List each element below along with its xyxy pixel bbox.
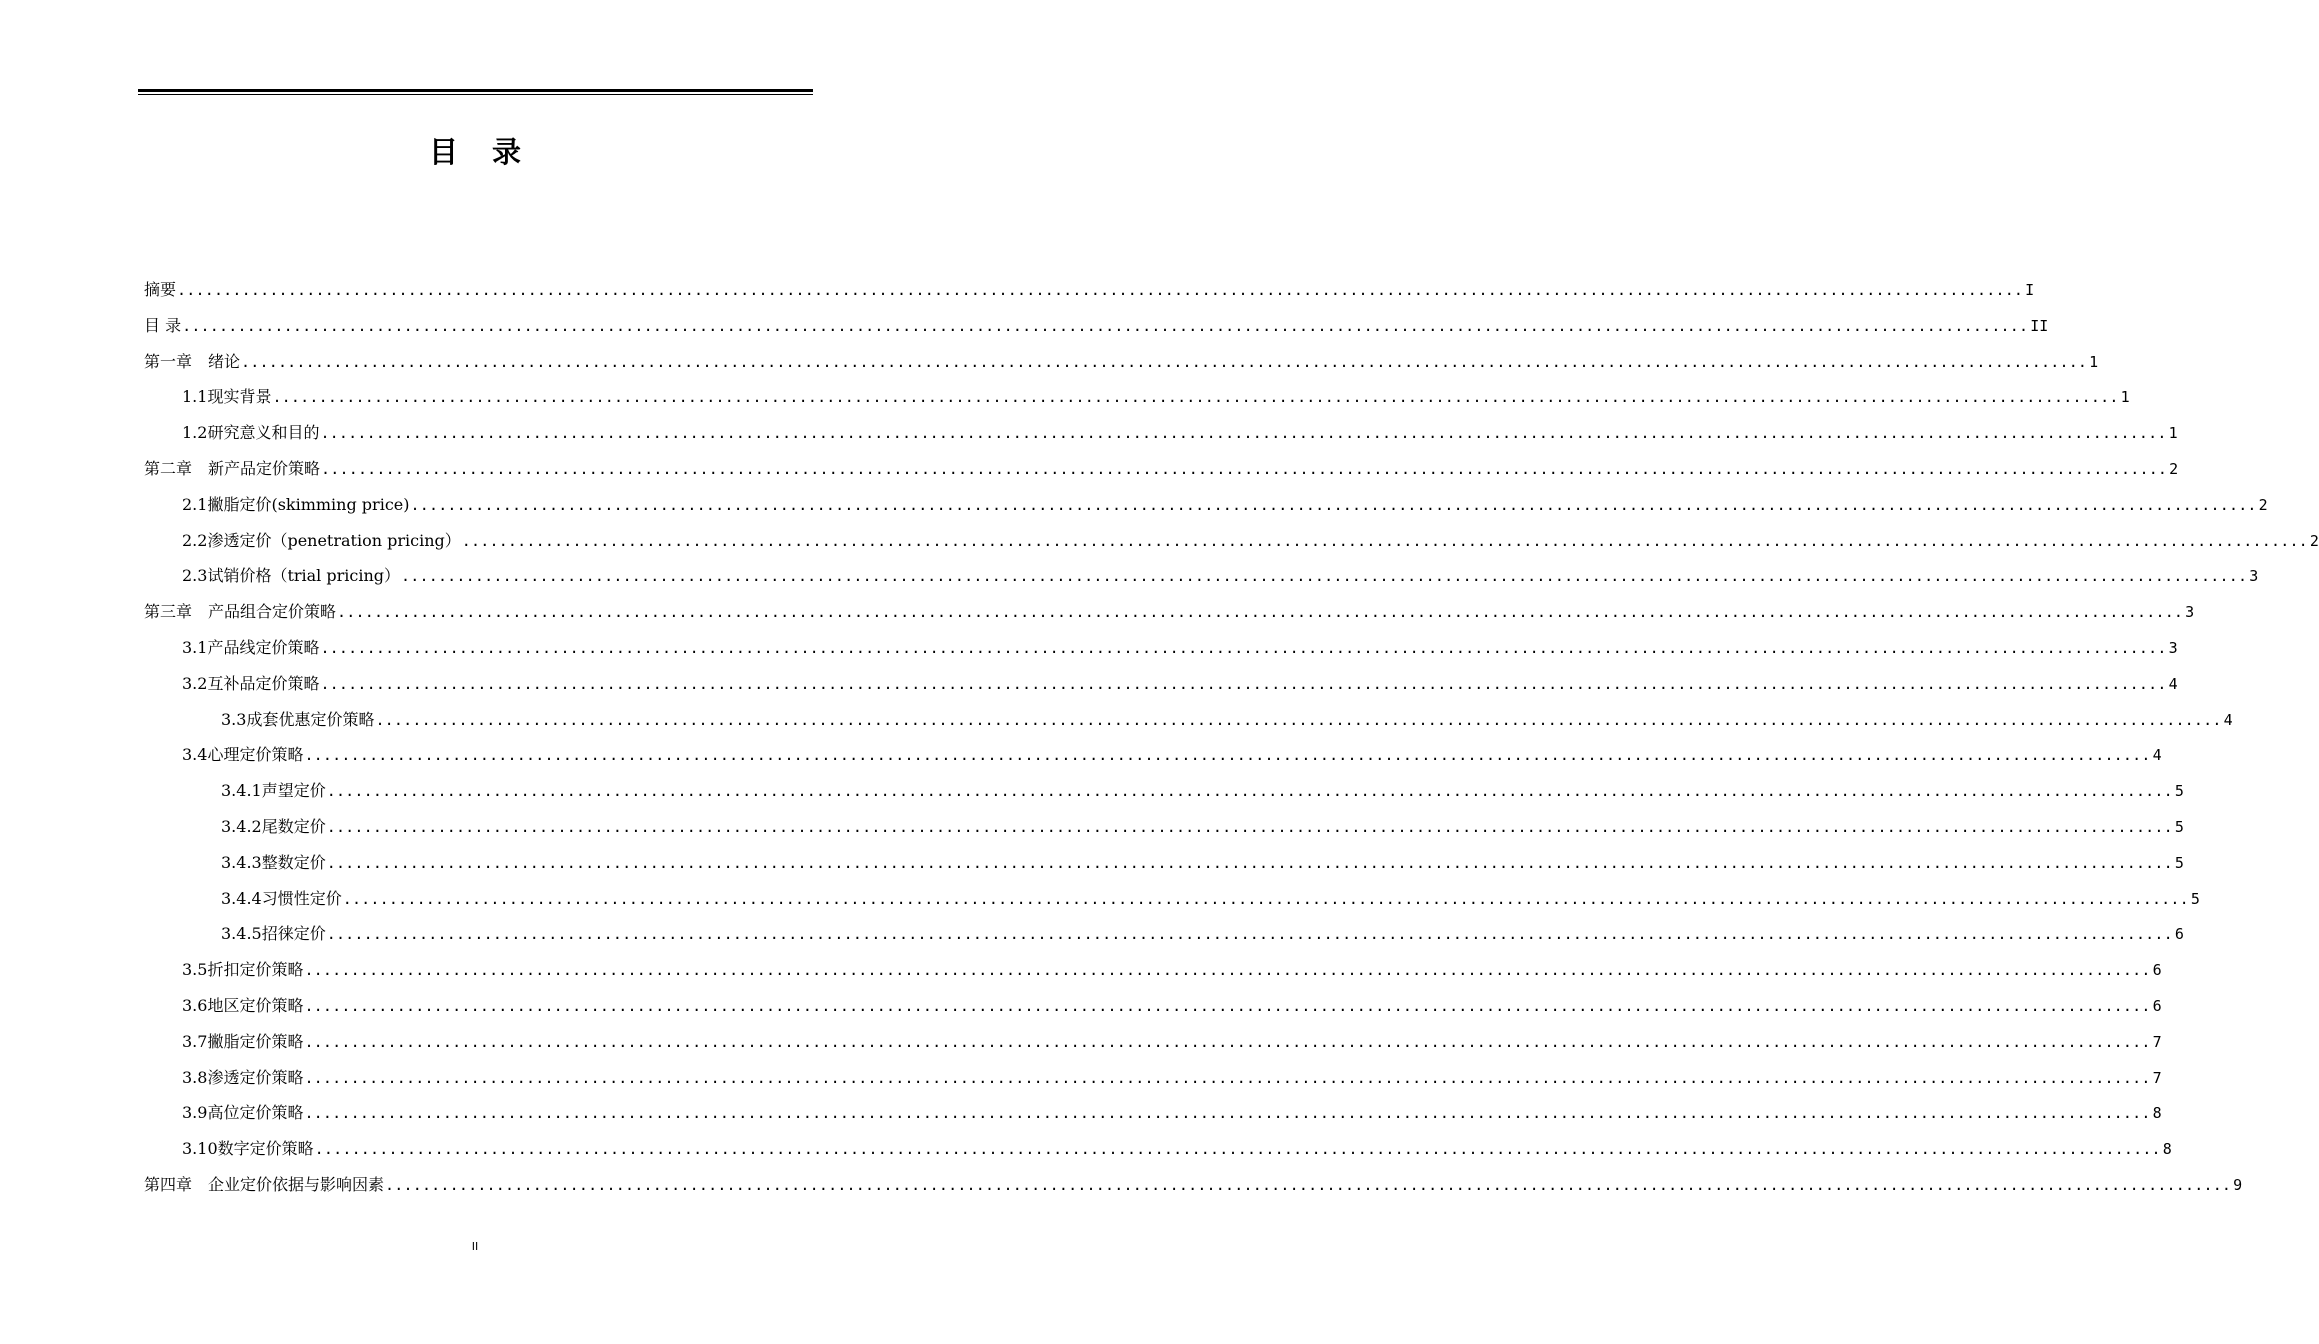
toc-entry-title: 第三章 产品组合定价策略 — [144, 602, 337, 622]
toc-dot-leader: ........................................................................................................................................................................................................ — [410, 495, 2257, 514]
toc-entry-page: 5 — [2174, 782, 2184, 801]
toc-entry-title: 目 录 — [144, 315, 182, 335]
toc-dot-leader: ........................................................................................................................................................................................................ — [304, 746, 2151, 765]
toc-entry-page: 4 — [2223, 710, 2233, 729]
toc-entry[interactable] — [144, 1060, 2162, 1096]
toc-entry-title: 3.2互补品定价策略 — [182, 673, 320, 693]
page-number-footer: II — [471, 1240, 479, 1253]
toc-dot-leader: ........................................................................................................................................................................................................ — [342, 889, 2189, 908]
toc-entry-title: 2.3试销价格（trial pricing） — [182, 566, 401, 586]
toc-entry-title: 3.4.1声望定价 — [221, 781, 326, 801]
toc-entry-page: 8 — [2162, 1140, 2172, 1159]
toc-entry[interactable] — [144, 845, 2184, 881]
toc-entry-page: I — [2025, 281, 2035, 299]
toc-entry[interactable] — [144, 1131, 2172, 1167]
toc-entry-title: 3.10数字定价策略 — [182, 1139, 314, 1159]
toc-entry-page: 6 — [2152, 996, 2162, 1015]
toc-entry-title: 3.4.3整数定价 — [221, 852, 326, 872]
toc-entry[interactable] — [144, 773, 2184, 809]
toc-dot-leader: ........................................................................................................................................................................................................ — [326, 817, 2173, 836]
toc-entry-title: 2.2渗透定价（penetration pricing） — [182, 530, 461, 550]
toc-entry[interactable] — [144, 487, 2268, 523]
toc-entry[interactable] — [144, 272, 2035, 308]
toc-entry-title: 第四章 企业定价依据与影响因素 — [144, 1174, 385, 1194]
toc-dot-leader: ........................................................................................................................................................................................................ — [320, 674, 2167, 693]
toc-entry[interactable] — [144, 308, 2049, 344]
toc-entry-page: 9 — [2233, 1175, 2243, 1194]
page-title: 目 录 — [428, 135, 534, 169]
toc-entry-page: 1 — [2089, 352, 2099, 371]
toc-entry[interactable] — [144, 988, 2162, 1024]
toc-dot-leader: ........................................................................................................................................................................................................ — [326, 925, 2173, 944]
toc-entry-page: II — [2030, 316, 2049, 335]
toc-dot-leader: ........................................................................................................................................................................................................ — [304, 1032, 2151, 1051]
toc-entry-title: 3.8渗透定价策略 — [182, 1067, 304, 1087]
toc-entry-title: 3.3成套优惠定价策略 — [221, 709, 375, 729]
toc-entry-page: 4 — [2152, 746, 2162, 765]
toc-entry[interactable] — [144, 379, 2130, 415]
toc-entry-page: 2 — [2258, 495, 2268, 514]
toc-dot-leader: ........................................................................................................................................................................................................ — [304, 961, 2151, 980]
toc-entry-page: 2 — [2169, 459, 2179, 478]
toc-dot-leader: ........................................................................................................................................................................................................ — [304, 1104, 2151, 1123]
toc-entry-page: 1 — [2120, 388, 2130, 407]
table-of-contents — [144, 272, 2319, 1203]
toc-entry[interactable] — [144, 415, 2178, 451]
toc-dot-leader: ........................................................................................................................................................................................................ — [177, 281, 2024, 299]
toc-entry-title: 2.1撇脂定价(skimming price) — [182, 494, 410, 514]
toc-entry-page: 6 — [2152, 961, 2162, 980]
toc-entry-page: 2 — [2309, 531, 2319, 550]
toc-entry[interactable] — [144, 594, 2195, 630]
toc-dot-leader: ........................................................................................................................................................................................................ — [375, 710, 2222, 729]
toc-entry-title: 第一章 绪论 — [144, 351, 241, 371]
toc-entry-title: 3.1产品线定价策略 — [182, 637, 320, 657]
toc-entry[interactable] — [144, 809, 2184, 845]
toc-entry-page: 5 — [2174, 817, 2184, 836]
toc-dot-leader: ........................................................................................................................................................................................................ — [182, 316, 2029, 335]
toc-dot-leader: ........................................................................................................................................................................................................ — [326, 853, 2173, 872]
toc-entry-page: 5 — [2190, 889, 2200, 908]
header-rule-thick — [138, 89, 813, 92]
toc-entry[interactable] — [144, 1167, 2243, 1203]
toc-entry[interactable] — [144, 737, 2162, 773]
toc-dot-leader: ........................................................................................................................................................................................................ — [320, 638, 2167, 657]
toc-dot-leader: ........................................................................................................................................................................................................ — [326, 782, 2173, 801]
toc-dot-leader: ........................................................................................................................................................................................................ — [304, 1068, 2151, 1087]
toc-dot-leader: ........................................................................................................................................................................................................ — [321, 459, 2168, 478]
toc-dot-leader: ........................................................................................................................................................................................................ — [241, 352, 2088, 371]
toc-entry[interactable] — [144, 952, 2162, 988]
toc-entry-title: 3.7撇脂定价策略 — [182, 1031, 304, 1051]
toc-entry-title: 3.9高位定价策略 — [182, 1103, 304, 1123]
toc-entry[interactable] — [144, 344, 2099, 380]
toc-entry-page: 6 — [2174, 925, 2184, 944]
toc-entry-page: 3 — [2249, 567, 2259, 586]
toc-entry-page: 8 — [2152, 1104, 2162, 1123]
toc-entry-title: 3.5折扣定价策略 — [182, 960, 304, 980]
toc-entry[interactable] — [144, 558, 2259, 594]
toc-entry-page: 3 — [2168, 638, 2178, 657]
toc-dot-leader: ........................................................................................................................................................................................................ — [461, 531, 2308, 550]
toc-entry-title: 3.4心理定价策略 — [182, 745, 304, 765]
toc-entry-page: 5 — [2174, 853, 2184, 872]
toc-entry[interactable] — [144, 630, 2178, 666]
toc-dot-leader: ........................................................................................................................................................................................................ — [385, 1175, 2232, 1194]
toc-entry-title: 3.4.4习惯性定价 — [221, 888, 342, 908]
toc-dot-leader: ........................................................................................................................................................................................................ — [314, 1140, 2161, 1159]
toc-dot-leader: ........................................................................................................................................................................................................ — [320, 424, 2167, 443]
toc-entry-page: 7 — [2152, 1068, 2162, 1087]
toc-entry-page: 4 — [2168, 674, 2178, 693]
toc-entry[interactable] — [144, 523, 2319, 559]
toc-entry[interactable] — [144, 666, 2178, 702]
toc-entry-title: 3.6地区定价策略 — [182, 995, 304, 1015]
toc-entry[interactable] — [144, 1024, 2162, 1060]
toc-dot-leader: ........................................................................................................................................................................................................ — [272, 388, 2119, 407]
toc-entry-title: 3.4.2尾数定价 — [221, 816, 326, 836]
toc-entry[interactable] — [144, 451, 2179, 487]
toc-entry-title: 3.4.5招徕定价 — [221, 924, 326, 944]
toc-entry-page: 1 — [2168, 424, 2178, 443]
toc-dot-leader: ........................................................................................................................................................................................................ — [401, 567, 2248, 586]
toc-entry-title: 摘要 — [144, 280, 177, 299]
toc-entry-page: 7 — [2152, 1032, 2162, 1051]
toc-entry[interactable] — [144, 702, 2233, 738]
toc-entry[interactable] — [144, 881, 2200, 917]
toc-entry-page: 3 — [2185, 603, 2195, 622]
toc-dot-leader: ........................................................................................................................................................................................................ — [304, 996, 2151, 1015]
toc-entry[interactable] — [144, 916, 2184, 952]
toc-dot-leader: ........................................................................................................................................................................................................ — [337, 603, 2184, 622]
header-rule-thin — [138, 94, 813, 95]
toc-entry-title: 1.1现实背景 — [182, 387, 272, 407]
toc-entry-title: 第二章 新产品定价策略 — [144, 458, 321, 478]
toc-entry-title: 1.2研究意义和目的 — [182, 423, 320, 443]
toc-entry[interactable] — [144, 1095, 2162, 1131]
